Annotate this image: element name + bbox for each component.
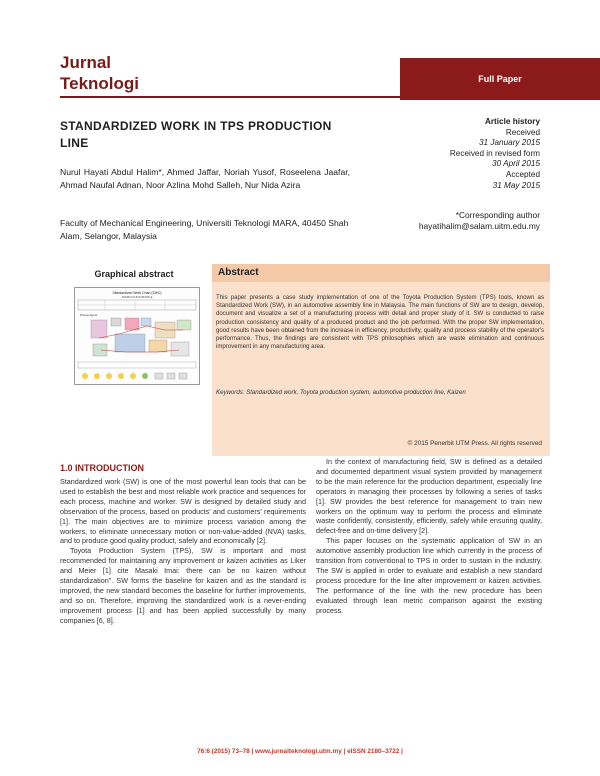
- swc-header: Standardized Work Chart (SWC): [112, 291, 162, 295]
- graphical-abstract-figure: [74, 287, 200, 385]
- swc-subheader: [WN/BACKUP/FOB/PATH]: [121, 296, 153, 299]
- paragraph: Standardized work (SW) is one of the most powerful lean tools that can be used to establish the best and most reliable work practice and sequences for each process, machine and worker. SW is designed by detailed study and observation of the process, based on products' and customers' requirements [1]. The main objectives are to minimize process variation among the workers, to eliminate unnecessary motion or non-value-added (NVA) tasks, and to produce good quality product, safely and economically [2].: [60, 477, 306, 546]
- corresponding-email[interactable]: hayatihalim@salam.uitm.edu.my: [418, 221, 540, 231]
- accepted-date: 31 May 2015: [492, 180, 540, 190]
- paragraph: This paper focuses on the systematic application of SW in an automotive assembly production line which currently in the process of transition from conventional to TPS in order to sustain in the industry. The SW is applied in order to evaluate and establish a new standard process procedure for the line after improvement or kaizen activities. The performance of the line with the new procedure has been evaluated through lean metric comparison against the existing process.: [316, 536, 542, 615]
- header-rule: [60, 96, 408, 98]
- revised-date: 30 April 2015: [492, 159, 540, 169]
- history-heading: Article history: [484, 117, 540, 126]
- body-column-left: [60, 477, 306, 626]
- article-history: [380, 117, 540, 191]
- affiliation: Faculty of Mechanical Engineering, Universiti Teknologi MARA, 40450 Shah Alam, Selangor, Malaysia: [60, 218, 349, 241]
- received-date: 31 January 2015: [479, 138, 540, 148]
- keywords: Keywords: Standardized work, Toyota production system, automotive production line, Kaizen: [216, 389, 466, 396]
- revised-label: Received in revised form: [449, 148, 540, 158]
- corresponding-author: [360, 210, 540, 232]
- journal-name: [60, 52, 139, 94]
- journal-name-line2: Teknologi: [60, 74, 140, 93]
- abstract-header-bar: [212, 264, 550, 282]
- abstract-panel: [212, 264, 550, 456]
- paragraph: Toyota Production System (TPS), SW is important and most recommended for maintaining any improvement or kaizen activities as Liker and Meier [1] cite Masaki Imai: there can be no kaizen without standardization". SW forms the baseline for kaizen and as the standard is improved, the new standard becomes the baseline for further improvements, and so on. Therefore, improving the standardized work is a never-ending improvement process [1] and has been applied successfully by many companies [6, 8].: [60, 546, 306, 625]
- section-heading-introduction: 1.0 INTRODUCTION: [60, 463, 145, 473]
- swc-diagram: [75, 288, 199, 384]
- copyright: © 2015 Penerbit UTM Press. All rights reserved: [407, 440, 542, 447]
- page-footer: 76:6 (2015) 73–78 | www.jurnalteknologi.utm.my | eISSN 2180–3722 |: [197, 748, 403, 755]
- corresponding-label: *Corresponding author: [455, 210, 540, 220]
- paper-title: STANDARDIZED WORK IN TPS PRODUCTION LINE: [60, 119, 332, 150]
- accepted-label: Accepted: [505, 169, 540, 179]
- journal-name-line1: Jurnal: [60, 53, 112, 72]
- received-label: Received: [505, 127, 540, 137]
- full-paper-badge: [400, 58, 600, 100]
- swc-layout-label: Process layout: [80, 314, 98, 317]
- paragraph: In the context of manufacturing field, SW is defined as a detailed and documented department visual system provided by management to be the main reference for the production department, especially line operators in managing their processes by following a series of tasks [1]. SW provides the best reference for management to train new workers on the optimum way to perform the process and eliminate waste confidently, consistently, efficiently, safely while ensuring quality, defect-free and on-time delivery [2].: [316, 457, 542, 536]
- abstract-text: This paper presents a case study implementation of one of the Toyota Production System (TPS) tools, known as Standardized Work (SW), in an automotive assembly line in Malaysia. The main functions of SW are to design, develop, document and visualize a set of a manufacturing process with detail and proper study of it. SW is conducted to raise production consistency and quality of a produced product and the job performed. With the proper SW implementation, good results have been obtained from the increase in efficiency, productivity, quality and process stability of the operator's performance. Thus, the findings are consistent with TPS philosophies which are waste elimination and continuous improvement in any manufacturing area.: [216, 294, 544, 351]
- full-paper-label: Full Paper: [478, 74, 522, 84]
- body-column-right: [316, 457, 542, 616]
- author-list: Nurul Hayati Abdul Halim*, Ahmed Jaffar, Noriah Yusof, Roseelena Jaafar, Ahmad Naufal Adnan, Noor Azlina Mohd Salleh, Nur Nida Azira: [60, 167, 350, 190]
- graphical-abstract-title: Graphical abstract: [94, 269, 174, 279]
- abstract-title: Abstract: [218, 267, 259, 278]
